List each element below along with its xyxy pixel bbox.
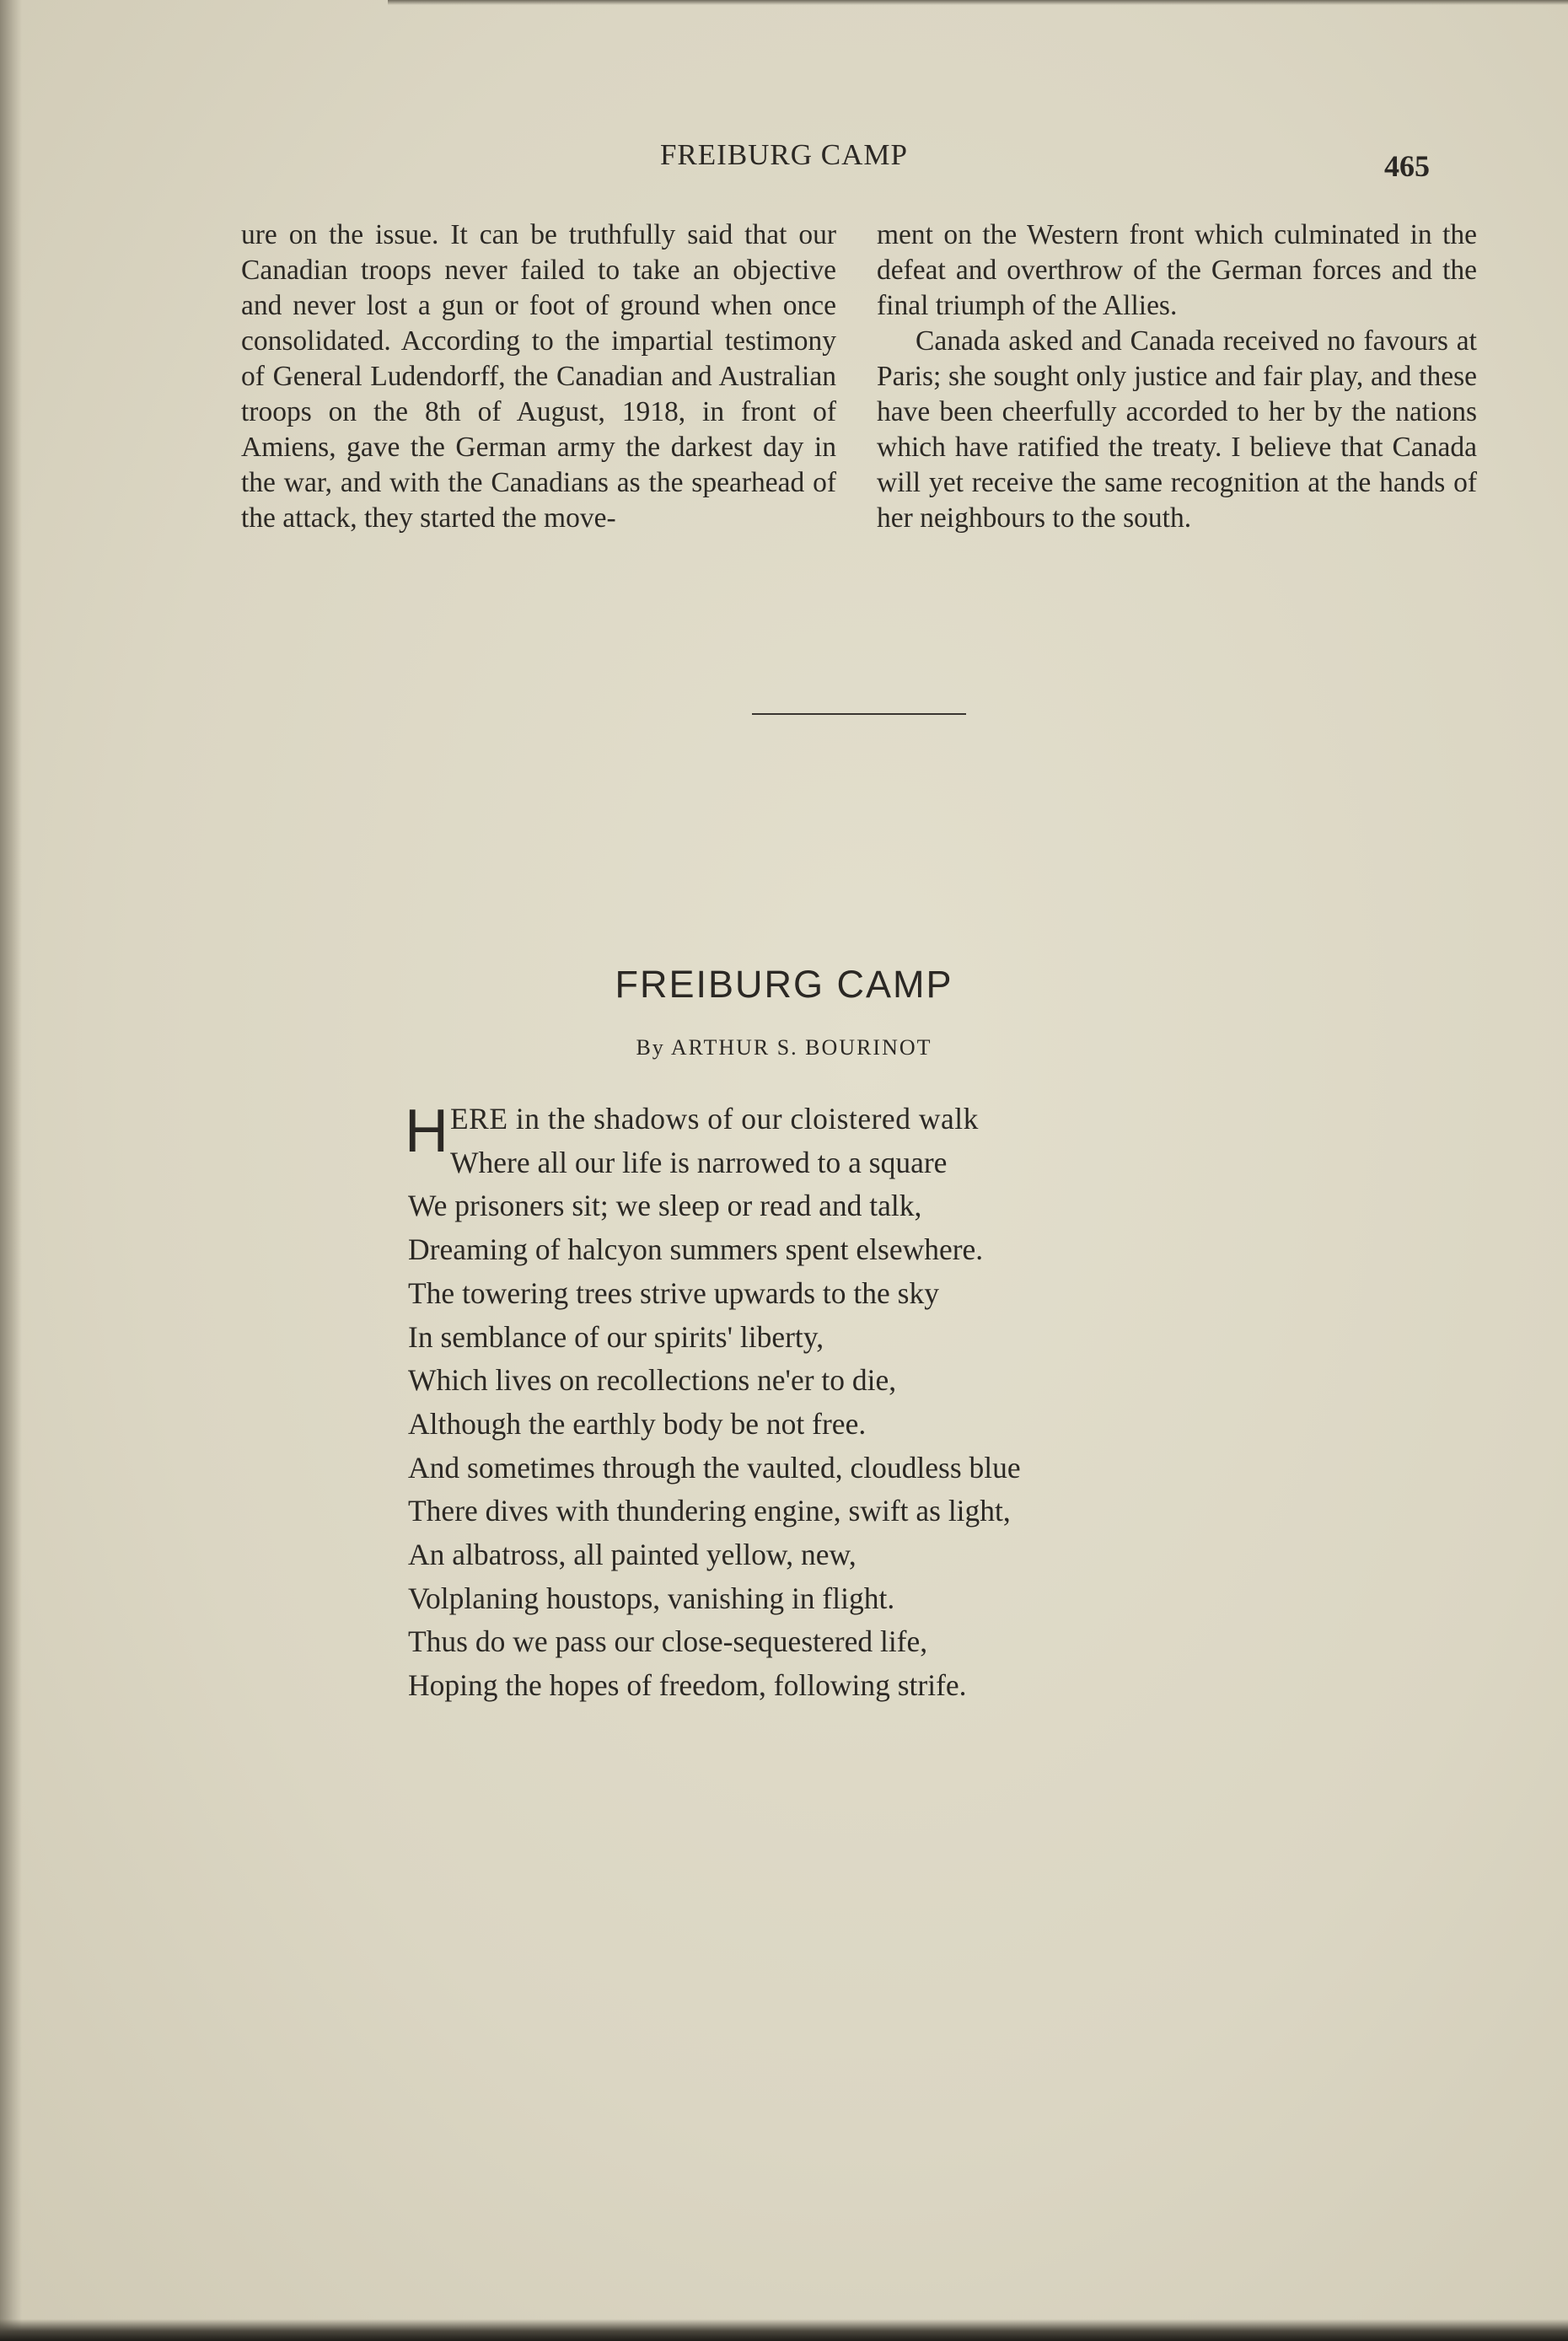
paragraph: ment on the Western front which culminated in the defeat and overthrow of the German forces and the final triumph of the Allies. bbox=[877, 219, 1477, 321]
poem-line-text: ERE in the shadows of our cloistered walk bbox=[450, 1102, 979, 1136]
poem-line: We prisoners sit; we sleep or read and talk, bbox=[408, 1189, 922, 1223]
page-number: 465 bbox=[1384, 149, 1430, 183]
drop-cap: H bbox=[405, 1098, 448, 1165]
running-head: FREIBURG CAMP bbox=[659, 138, 909, 171]
page-bottom-edge bbox=[0, 2319, 1568, 2341]
paragraph: ure on the issue. It can be truthfully said that our Canadian troops never failed to take an objective and never lost a gun or foot of ground when once consolidated. According to the impartial testimony of General Ludendorff, the Canadian and Australian troops on the 8th of August, 1918, in front of Amiens, gave the German army the darkest day in the war, and with the Canadians as the spearhead of the attack, they started the move- bbox=[241, 219, 836, 534]
poem-line: Thus do we pass our close-sequestered life, bbox=[408, 1624, 928, 1659]
page-top-edge bbox=[388, 0, 1568, 5]
poem-line: An albatross, all painted yellow, new, bbox=[408, 1538, 856, 1572]
section-divider bbox=[752, 713, 966, 715]
poem-line: Hoping the hopes of freedom, following strife. bbox=[408, 1668, 967, 1703]
poem-line: Although the earthly body be not free. bbox=[408, 1406, 867, 1441]
poem-body bbox=[405, 1098, 1369, 1708]
paragraph: Canada asked and Canada received no favours at Paris; she sought only justice and fair play, and these have been cheerfully accorded to her by the nations which have ratified the treaty. I believe that Canada will yet receive the same recognition at the hands of her neighbours to the south. bbox=[877, 325, 1477, 534]
poem-line: Dreaming of halcyon summers spent elsewhere. bbox=[408, 1232, 984, 1267]
poem-line: And sometimes through the vaulted, cloudless blue bbox=[408, 1450, 1021, 1485]
left-column bbox=[241, 217, 836, 536]
poem-line: There dives with thundering engine, swift as light, bbox=[408, 1494, 1011, 1528]
poem-line: Volplaning houstops, vanishing in flight. bbox=[408, 1581, 895, 1615]
poem-author: ARTHUR S. BOURINOT bbox=[670, 1035, 932, 1060]
poem-byline bbox=[0, 1035, 1568, 1060]
byline-prefix: By bbox=[636, 1035, 665, 1060]
right-column bbox=[877, 217, 1477, 536]
poem-line: Which lives on recollections ne'er to die, bbox=[408, 1363, 897, 1398]
poem-line: Where all our life is narrowed to a square bbox=[450, 1145, 948, 1179]
poem-line: The towering trees strive upwards to the sky bbox=[408, 1275, 939, 1310]
poem-line: In semblance of our spirits' liberty, bbox=[408, 1319, 824, 1354]
page-spine-shadow bbox=[0, 0, 22, 2341]
poem-title: FREIBURG CAMP bbox=[615, 963, 953, 1006]
